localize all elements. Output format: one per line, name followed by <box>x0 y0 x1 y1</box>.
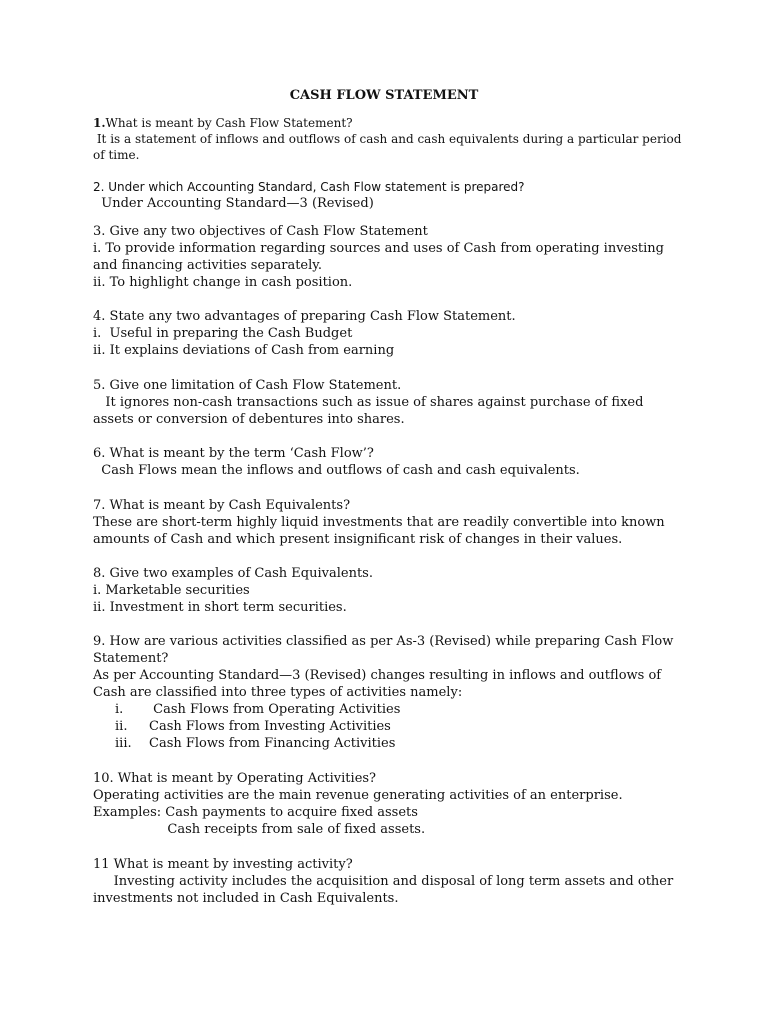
qa-1 <box>93 115 693 163</box>
answer-2: Under Accounting Standard—3 (Revised) <box>93 196 374 211</box>
question-1-text: What is meant by Cash Flow Statement? <box>105 116 353 130</box>
answer-3-line-2: and financing activities separately. <box>93 258 323 273</box>
answer-5-line-1: It ignores non-cash transactions such as issue of shares against purchase of fixed <box>93 395 644 410</box>
answer-9-line-2: Cash are classified into three types of activities namely: <box>93 685 463 700</box>
qa-9 <box>93 633 693 752</box>
question-5: 5. Give one limitation of Cash Flow Statement. <box>93 378 402 393</box>
question-2: 2. Under which Accounting Standard, Cash Flow statement is prepared? <box>93 180 525 194</box>
question-7: 7. What is meant by Cash Equivalents? <box>93 498 351 513</box>
question-9-line-1: 9. How are various activities classified as per As-3 (Revised) while preparing Cash Flow <box>93 634 674 649</box>
list-item-number: ii. <box>115 719 128 734</box>
qa-5 <box>93 377 693 428</box>
answer-3-line-1: i. To provide information regarding sources and uses of Cash from operating investing <box>93 241 664 256</box>
answer-7-line-2: amounts of Cash and which present insignificant risk of changes in their values. <box>93 532 623 547</box>
question-3: 3. Give any two objectives of Cash Flow Statement <box>93 224 428 239</box>
qa-10 <box>93 770 693 838</box>
answer-8-line-1: i. Marketable securities <box>93 583 250 598</box>
qa-6 <box>93 445 693 479</box>
list-item-text: Cash Flows from Investing Activities <box>149 719 391 734</box>
qa-2 <box>93 179 693 212</box>
list-item-number: iii. <box>115 736 132 751</box>
activity-list-item <box>93 718 693 735</box>
qa-11 <box>93 856 693 907</box>
answer-11-line-2: investments not included in Cash Equivalents. <box>93 891 399 906</box>
answer-1-line-1: It is a statement of inflows and outflows of cash and cash equivalents during a particular period <box>93 132 682 146</box>
answer-10-line-1: Operating activities are the main revenue generating activities of an enterprise. <box>93 788 623 803</box>
answer-4-line-2: ii. It explains deviations of Cash from earning <box>93 343 395 358</box>
answer-10-line-3: Cash receipts from sale of fixed assets. <box>93 822 426 837</box>
answer-8-line-2: ii. Investment in short term securities. <box>93 600 347 615</box>
answer-5-line-2: assets or conversion of debentures into shares. <box>93 412 405 427</box>
question-8: 8. Give two examples of Cash Equivalents. <box>93 566 373 581</box>
qa-8 <box>93 565 693 616</box>
qa-4 <box>93 308 693 359</box>
activity-list-item <box>93 701 693 718</box>
answer-10-line-2: Examples: Cash payments to acquire fixed assets <box>93 805 418 820</box>
answer-11-line-1: Investing activity includes the acquisition and disposal of long term assets and other <box>93 874 674 889</box>
answer-1-line-2: of time. <box>93 148 140 162</box>
qa-7 <box>93 497 693 548</box>
question-10: 10. What is meant by Operating Activities? <box>93 771 377 786</box>
answer-6: Cash Flows mean the inflows and outflows of cash and cash equivalents. <box>93 463 580 478</box>
question-1 <box>93 115 693 131</box>
answer-4-line-1: i. Useful in preparing the Cash Budget <box>93 326 353 341</box>
list-item-text: Cash Flows from Operating Activities <box>149 702 401 717</box>
activity-list-item <box>93 735 693 752</box>
answer-3-line-3: ii. To highlight change in cash position. <box>93 275 353 290</box>
list-item-number: i. <box>115 702 124 717</box>
page-title: CASH FLOW STATEMENT <box>289 88 479 103</box>
question-11: 11 What is meant by investing activity? <box>93 857 353 872</box>
list-item-text: Cash Flows from Financing Activities <box>149 736 396 751</box>
answer-9-line-1: As per Accounting Standard—3 (Revised) changes resulting in inflows and outflows of <box>93 668 662 683</box>
question-6: 6. What is meant by the term ‘Cash Flow’? <box>93 446 374 461</box>
answer-7-line-1: These are short-term highly liquid investments that are readily convertible into known <box>93 515 665 530</box>
question-9-line-2: Statement? <box>93 651 169 666</box>
qa-3 <box>93 223 693 291</box>
question-1-number: 1. <box>93 116 106 130</box>
question-4: 4. State any two advantages of preparing Cash Flow Statement. <box>93 309 516 324</box>
